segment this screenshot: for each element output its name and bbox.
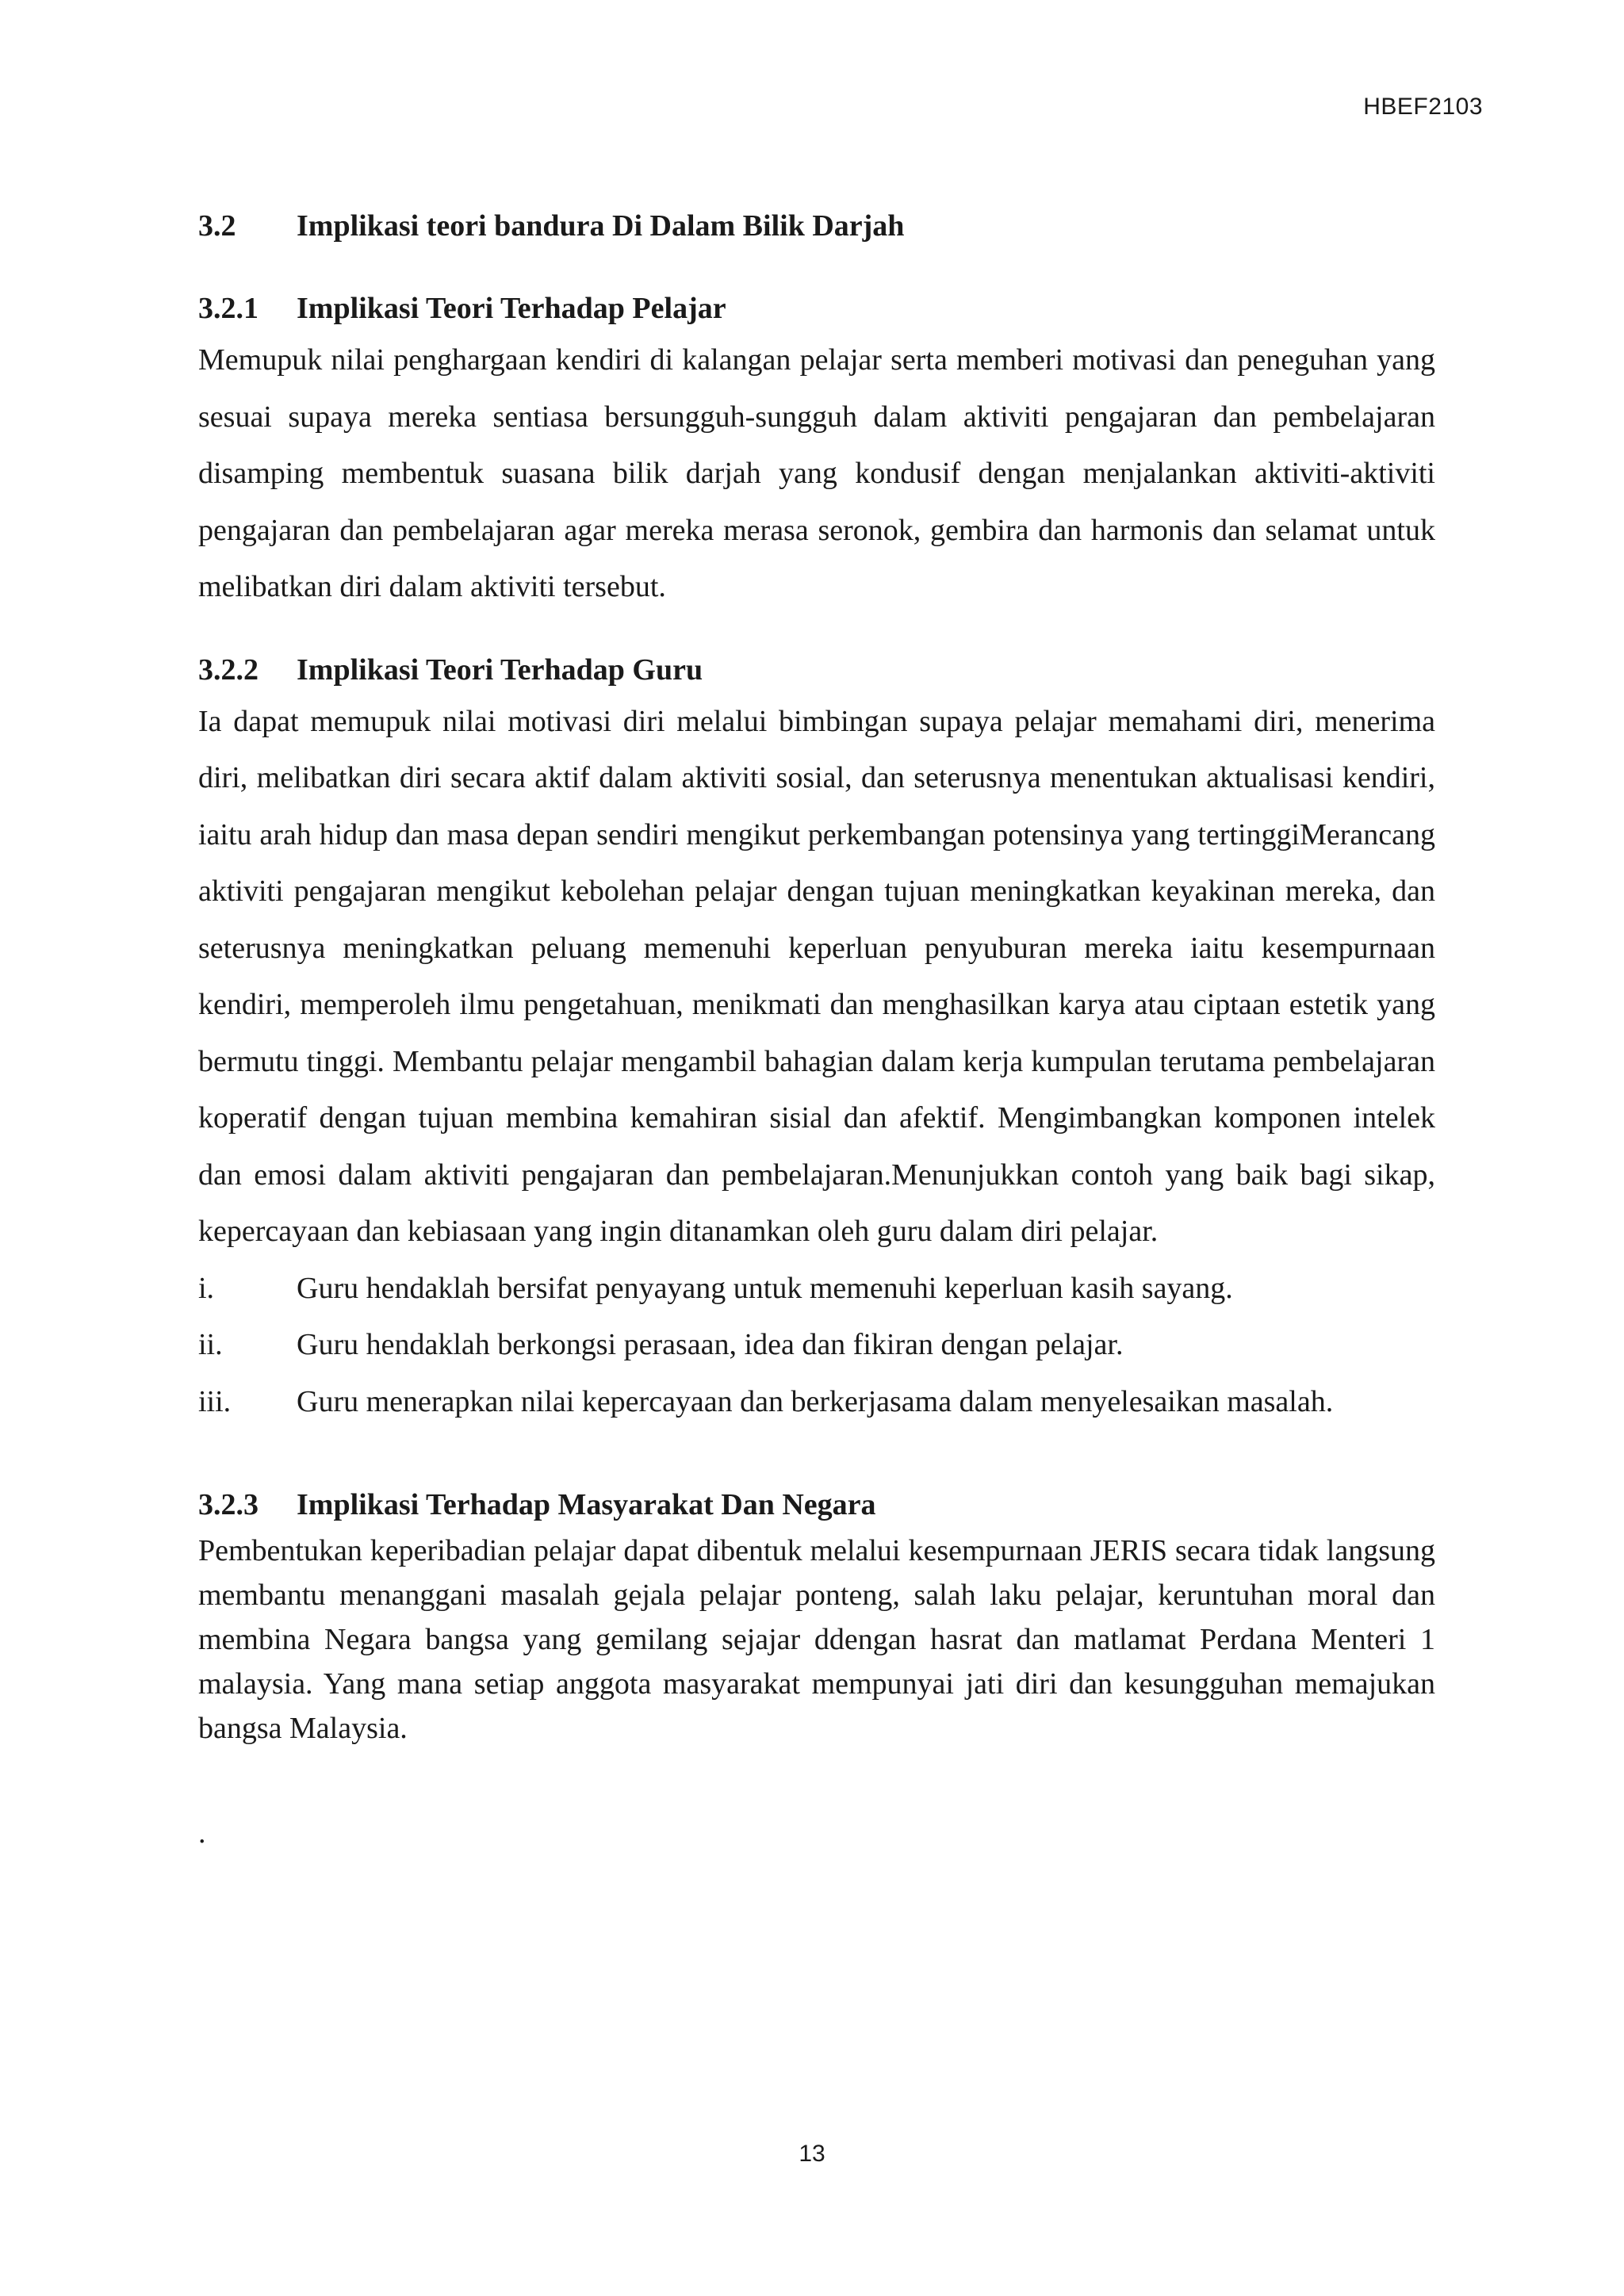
guru-roman-list [198, 1261, 1435, 1431]
paragraph-guru: Ia dapat memupuk nilai motivasi diri melalui bimbingan supaya pelajar memahami diri, menerima diri, melibatkan diri secara aktif dalam aktiviti sosial, dan seterusnya menentukan aktualisasi kendiri, iaitu arah hidup dan masa depan sendiri mengikut perkembangan potensinya yang tertinggiMerancang aktiviti pengajaran mengikut kebolehan pelajar dengan tujuan meningkatkan keyakinan mereka, dan seterusnya meningkatkan peluang memenuhi keperluan penyuburan mereka iaitu kesempurnaan kendiri, memperoleh ilmu pengetahuan, menikmati dan menghasilkan karya atau ciptaan estetik yang bermutu tinggi. Membantu pelajar mengambil bahagian dalam kerja kumpulan terutama pembelajaran koperatif dengan tujuan membina kemahiran sisial dan afektif. Mengimbangkan komponen intelek dan emosi dalam aktiviti pengajaran dan pembelajaran.Menunjukkan contoh yang baik bagi sikap, kepercayaan dan kebiasaan yang ingin ditanamkan oleh guru dalam diri pelajar. [198, 704, 1435, 1248]
list-item [198, 1374, 1435, 1431]
subsection-heading-pelajar [198, 285, 1435, 332]
list-item-text: Guru hendaklah bersifat penyayang untuk memenuhi keperluan kasih sayang. [297, 1271, 1233, 1305]
subsection-number: 3.2.3 [198, 1488, 259, 1521]
paragraph-masyarakat: Pembentukan keperibadian pelajar dapat dibentuk melalui kesempurnaan JERIS secara tidak langsung membantu menanggani masalah gejala pelajar ponteng, salah laku pelajar, keruntuhan moral dan membina Negara bangsa yang gemilang sejajar ddengan hasrat dan matlamat Perdana Menteri 1 malaysia. Yang mana setiap anggota masyarakat mempunyai jati diri dan kesungguhan memajukan bangsa Malaysia. [198, 1534, 1435, 1745]
list-marker: iii. [198, 1384, 232, 1418]
section-title: Implikasi teori bandura Di Dalam Bilik Darjah [297, 209, 905, 243]
page-number: 13 [799, 2141, 825, 2167]
subsection-title: Implikasi Teori Terhadap Pelajar [297, 292, 726, 325]
list-marker: i. [198, 1271, 215, 1305]
list-item-text: Guru menerapkan nilai kepercayaan dan berkerjasama dalam menyelesaikan masalah. [297, 1384, 1334, 1418]
trailing-period: . [198, 1816, 206, 1850]
paragraph-pelajar: Memupuk nilai penghargaan kendiri di kalangan pelajar serta memberi motivasi dan peneguhan yang sesuai supaya mereka sentiasa bersungguh-sungguh dalam aktiviti pengajaran dan pembelajaran disamping membentuk suasana bilik darjah yang kondusif dengan menjalankan aktiviti-aktiviti pengajaran dan pembelajaran agar mereka merasa seronok, gembira dan harmonis dan selamat untuk melibatkan diri dalam aktiviti tersebut. [198, 343, 1435, 603]
page-content [198, 202, 1435, 1857]
subsection-title: Implikasi Teori Terhadap Guru [297, 652, 703, 687]
list-item-text: Guru hendaklah berkongsi perasaan, idea dan fikiran dengan pelajar. [297, 1328, 1124, 1361]
section-number: 3.2 [198, 209, 236, 243]
section-heading [198, 202, 1435, 250]
subsection-title: Implikasi Terhadap Masyarakat Dan Negara [297, 1488, 876, 1521]
document-code: HBEF2103 [1363, 94, 1483, 120]
subsection-number: 3.2.2 [198, 652, 259, 687]
subsection-heading-masyarakat [198, 1481, 1435, 1529]
list-item [198, 1261, 1435, 1318]
list-marker: ii. [198, 1328, 223, 1361]
subsection-heading-guru [198, 646, 1435, 694]
list-item [198, 1317, 1435, 1374]
subsection-number: 3.2.1 [198, 292, 259, 325]
